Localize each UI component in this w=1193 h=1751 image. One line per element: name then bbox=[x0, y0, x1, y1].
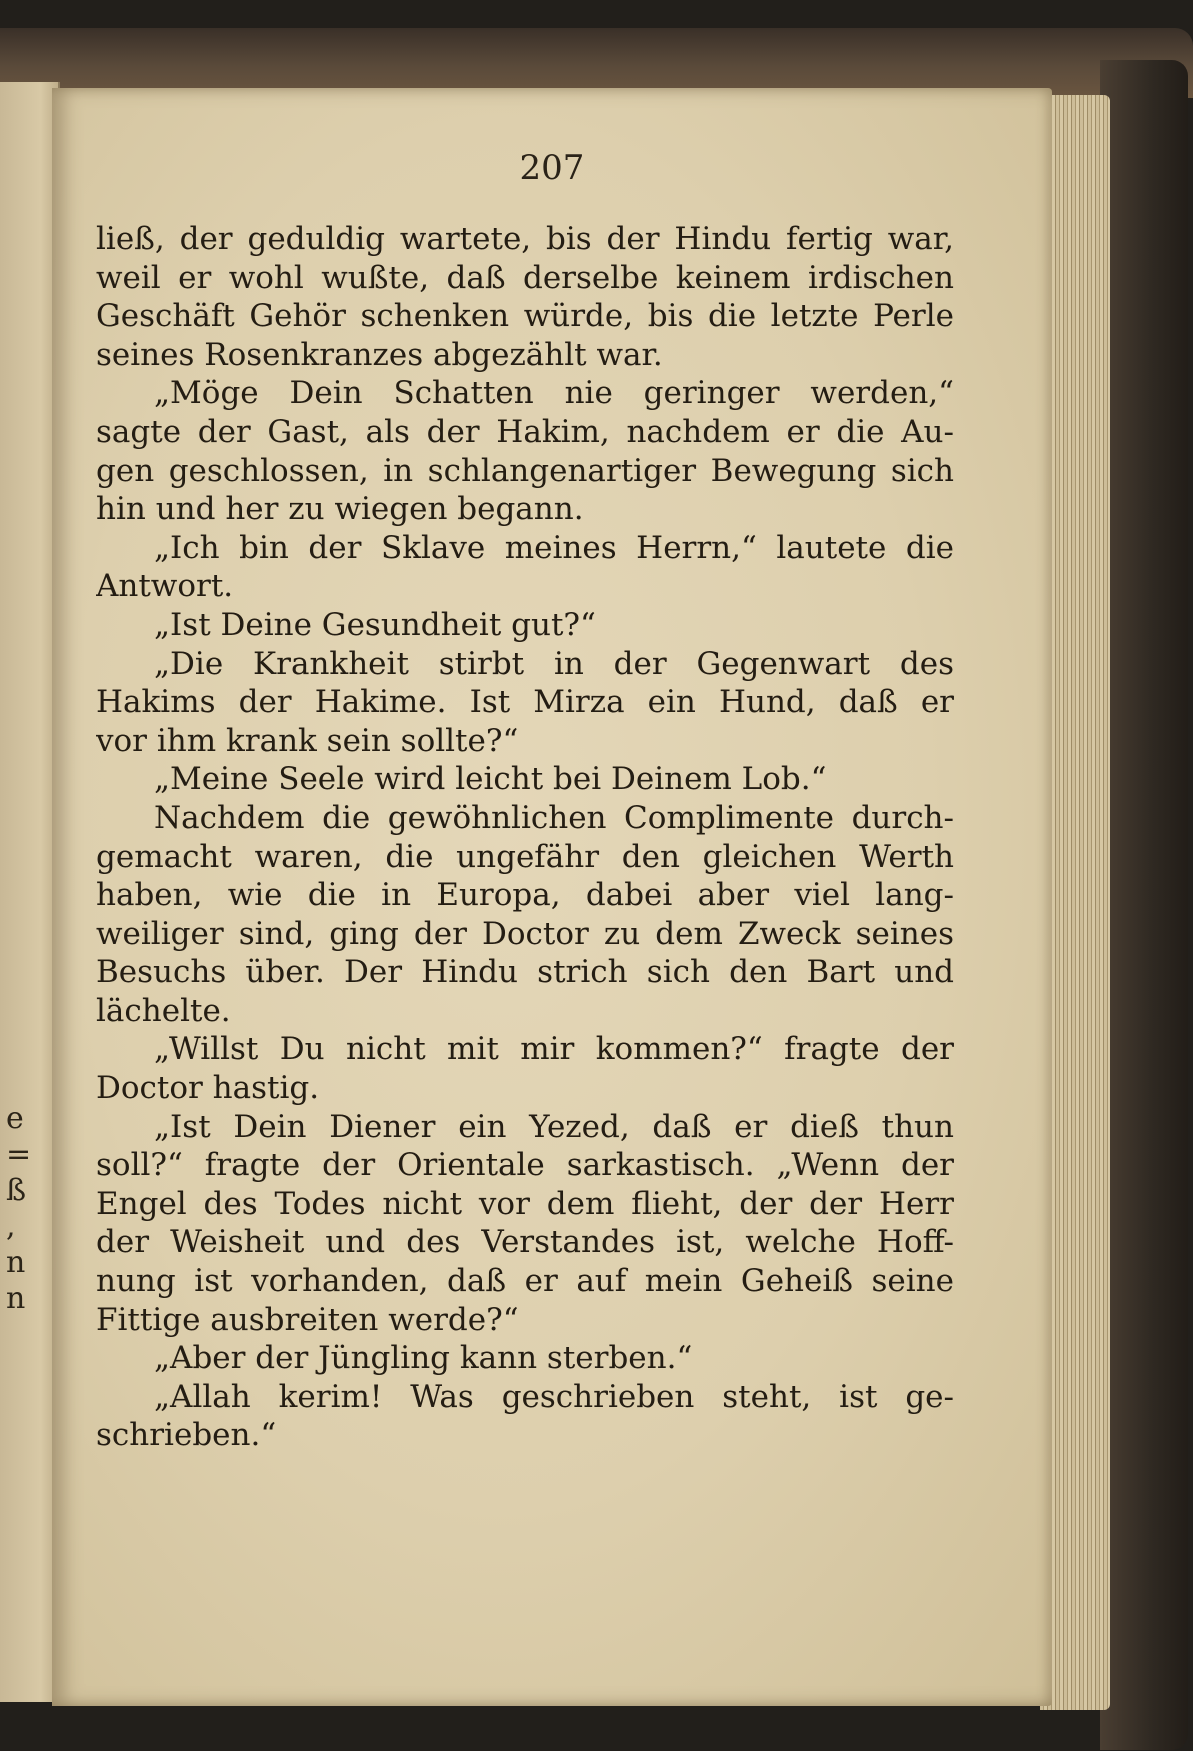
text-line: Geschäft Gehör schenken würde, bis die letzte Perle bbox=[96, 298, 954, 335]
text-line: „Willst Du nicht mit mir kommen?“ fragte der bbox=[154, 1031, 954, 1068]
margin-glyph: n bbox=[6, 1245, 26, 1280]
text-line: sagte der Gast, als der Hakim, nachdem er die Au- bbox=[96, 413, 954, 450]
text-line: weil er wohl wußte, daß derselbe keinem irdischen bbox=[96, 259, 954, 296]
margin-glyph: = bbox=[6, 1137, 32, 1172]
text-line: soll?“ fragte der Orientale sarkastisch. „Wenn der bbox=[96, 1147, 954, 1184]
text-line: der Weisheit und des Verstandes ist, welche Hoff- bbox=[96, 1224, 954, 1261]
margin-glyph: ß bbox=[6, 1173, 27, 1208]
text-line: Nachdem die gewöhnlichen Complimente durch- bbox=[154, 799, 954, 836]
text-line: gemacht waren, die ungefähr den gleichen Werth bbox=[96, 838, 954, 875]
text-line: „Möge Dein Schatten nie geringer werden,“ bbox=[154, 375, 954, 412]
page-text bbox=[96, 220, 954, 1455]
text-line: „Aber der Jüngling kann sterben.“ bbox=[154, 1340, 693, 1377]
text-line: ließ, der geduldig wartete, bis der Hindu fertig war, bbox=[96, 221, 954, 257]
text-line: „Ich bin der Sklave meines Herrn,“ lautete die bbox=[154, 529, 954, 566]
book-page bbox=[52, 88, 1052, 1706]
text-line: Fittige ausbreiten werde?“ bbox=[96, 1301, 519, 1338]
text-line: Hakims der Hakime. Ist Mirza ein Hund, daß er bbox=[96, 684, 954, 721]
text-line: haben, wie die in Europa, dabei aber viel lang- bbox=[96, 877, 954, 914]
margin-glyph: e bbox=[6, 1101, 24, 1136]
text-line: „Ist Deine Gesundheit gut?“ bbox=[154, 606, 596, 643]
text-line: seines Rosenkranzes abgezählt war. bbox=[96, 336, 663, 373]
text-line: „Meine Seele wird leicht bei Deinem Lob.“ bbox=[154, 761, 827, 798]
text-line: gen geschlossen, in schlangenartiger Bewegung sich bbox=[96, 452, 954, 489]
text-line: Doctor hastig. bbox=[96, 1070, 320, 1107]
page-number: 207 bbox=[519, 148, 585, 188]
text-line: Antwort. bbox=[96, 568, 234, 605]
margin-glyph: n bbox=[6, 1281, 26, 1316]
text-line: schrieben.“ bbox=[96, 1417, 277, 1454]
margin-glyph: , bbox=[6, 1209, 16, 1244]
text-line: Besuchs über. Der Hindu strich sich den Bart und bbox=[96, 954, 954, 991]
text-line: nung ist vorhanden, daß er auf mein Geheiß seine bbox=[96, 1263, 954, 1300]
text-line: „Die Krankheit stirbt in der Gegenwart des bbox=[154, 645, 954, 682]
book-cover-right bbox=[1100, 60, 1188, 1750]
text-line: lächelte. bbox=[96, 992, 231, 1029]
text-line: weiliger sind, ging der Doctor zu dem Zweck seines bbox=[96, 915, 954, 952]
text-line: „Allah kerim! Was geschrieben steht, ist ge- bbox=[154, 1378, 954, 1415]
previous-page-edge bbox=[0, 82, 60, 1702]
text-line: vor ihm krank sein sollte?“ bbox=[96, 722, 519, 759]
text-line: hin und her zu wiegen begann. bbox=[96, 491, 584, 528]
text-line: „Ist Dein Diener ein Yezed, daß er dieß thun bbox=[154, 1108, 954, 1145]
text-line: Engel des Todes nicht vor dem flieht, der der Herr bbox=[96, 1185, 954, 1222]
